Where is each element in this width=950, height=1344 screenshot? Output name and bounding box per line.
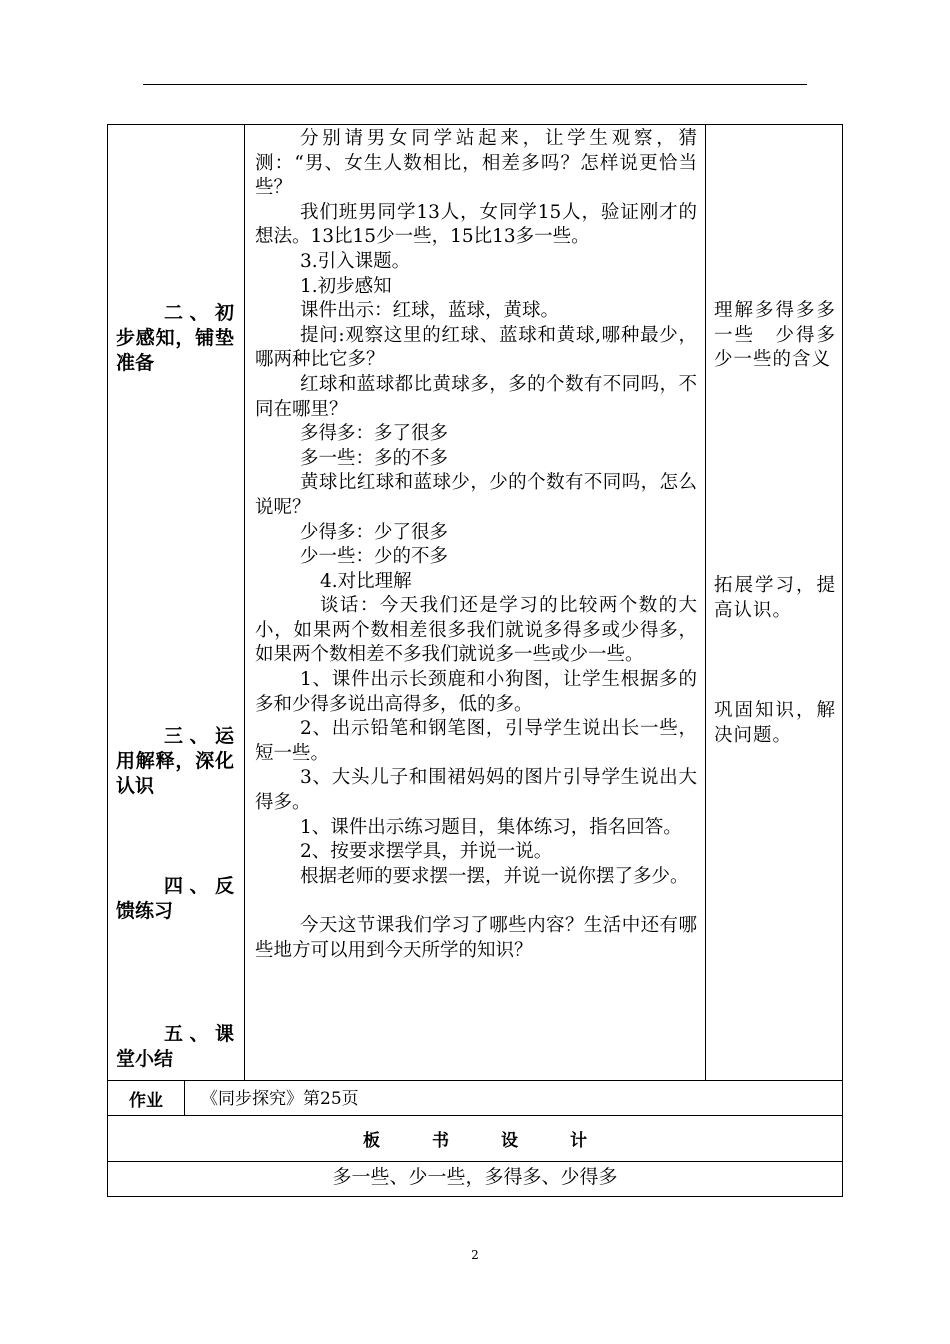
section-label: 五、课堂小结 [116,1023,234,1070]
homework-label: 作业 [129,1091,163,1111]
content-paragraph: 红球和蓝球都比黄球多，多的个数有不同吗，不同在哪里？ [255,373,697,420]
page-number: 2 [471,1248,479,1262]
design-intent: 巩固知识，解决问题。 [714,700,836,746]
content-paragraph: 1、课件出示长颈鹿和小狗图，让学生根据多的多和少得多说出高得多，低的多。 [255,669,697,715]
board-title-char: 书 [432,1131,449,1151]
section-label: 三、运用解释，深化认识 [116,725,234,797]
content-paragraph: 4.对比理解 [320,570,412,592]
design-intent: 拓展学习，提高认识。 [714,575,836,621]
content-paragraph: 课件出示：红球，蓝球，黄球。 [300,300,560,322]
content-paragraph: 1、课件出示练习题目，集体练习，指名回答。 [300,816,682,838]
content-paragraph: 黄球比红球和蓝球少，少的个数有不同吗，怎么说呢？ [255,472,697,518]
content-paragraph: 提问:观察这里的红球、蓝球和黄球,哪种最少，哪两种比它多？ [255,324,697,371]
content-paragraph: 2、出示铅笔和钢笔图，引导学生说出长一些，短一些。 [255,718,697,764]
homework-row [108,1081,842,1116]
content-paragraph: 多一些：多的不多 [300,447,449,469]
content-paragraph: 我们班男同学13人，女同学15人，验证刚才的想法。13比15少一些，15比13多一些。 [255,201,697,248]
design-intent: 理解多得多多一些 少得多少一些的含义 [714,300,836,371]
content-paragraph: 谈话：今天我们还是学习的比较两个数的大小，如果两个数相差很多我们就说多得多或少得多，如果两个数相差不多我们就说多一些或少一些。 [255,595,697,666]
content-paragraph: 分别请男女同学站起来，让学生观察，猜测：“男、女生人数相比，相差多吗？怎样说更恰当些？ [255,128,697,199]
board-design-content: 多一些、少一些，多得多、少得多 [332,1166,618,1188]
content-paragraph: 少得多：少了很多 [300,521,449,543]
section-label: 四、反馈练习 [116,875,234,922]
homework-value: 《同步探究》第25页 [201,1089,359,1109]
column-divider [244,125,245,1080]
content-paragraph: 今天这节课我们学习了哪些内容？生活中还有哪些地方可以用到今天所学的知识？ [255,915,697,961]
teaching-content [255,127,697,963]
content-paragraph: 少一些：少的不多 [300,546,449,568]
content-paragraph: 多得多：多了很多 [300,423,449,445]
board-title-char: 计 [570,1131,587,1151]
board-title-char: 板 [363,1131,380,1151]
content-paragraph: 3、大头儿子和围裙妈妈的图片引导学生说出大得多。 [255,767,697,814]
column-divider [184,1081,185,1115]
content-paragraph: 1.初步感知 [300,275,392,297]
board-design-title [108,1116,842,1162]
lesson-process-row [108,125,842,1081]
board-title-char: 设 [501,1131,518,1151]
content-paragraph: 3.引入课题。 [300,250,411,272]
column-divider [705,125,706,1080]
header-rule [143,84,807,85]
section-label: 二、初步感知，铺垫准备 [116,302,234,374]
lesson-table [107,124,843,1197]
content-paragraph: 根据老师的要求摆一摆，并说一说你摆了多少。 [300,865,689,887]
content-paragraph: 2、按要求摆学具，并说一说。 [300,841,553,863]
